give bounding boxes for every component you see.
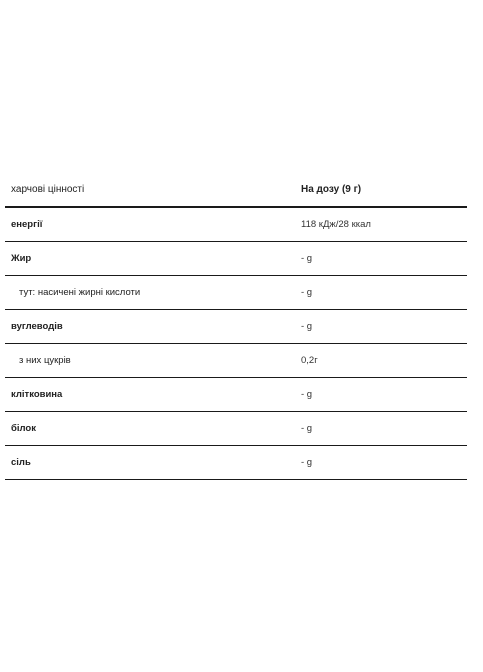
row-label-saturated-fat: тут: насичені жирні кислоти bbox=[19, 287, 141, 298]
table-row-fiber bbox=[5, 378, 467, 412]
row-label-salt: сіль bbox=[11, 457, 31, 468]
row-value-salt: - g bbox=[301, 457, 313, 468]
row-value-protein: - g bbox=[301, 423, 313, 434]
table-row-saturated-fat bbox=[5, 276, 467, 310]
header-per-dose: На дозу (9 г) bbox=[301, 183, 362, 195]
row-label-fat: Жир bbox=[11, 253, 32, 264]
table-row-salt bbox=[5, 446, 467, 480]
table-row-energy bbox=[5, 208, 467, 242]
row-value-fat: - g bbox=[301, 253, 313, 264]
row-value-carbohydrates: - g bbox=[301, 321, 313, 332]
row-label-protein: білок bbox=[11, 423, 36, 434]
header-nutrition-values: харчові цінності bbox=[11, 183, 85, 195]
row-value-energy: 118 кДж/28 ккал bbox=[301, 219, 371, 230]
row-label-fiber: клітковина bbox=[11, 389, 63, 400]
row-value-saturated-fat: - g bbox=[301, 287, 313, 298]
nutrition-table bbox=[5, 172, 467, 480]
table-row-carbohydrates bbox=[5, 310, 467, 344]
row-label-sugars: з них цукрів bbox=[19, 355, 71, 366]
row-label-energy: енергії bbox=[11, 219, 43, 230]
row-value-sugars: 0,2г bbox=[301, 355, 318, 366]
table-row-sugars bbox=[5, 344, 467, 378]
table-header bbox=[5, 172, 467, 208]
row-label-carbohydrates: вуглеводів bbox=[11, 321, 63, 332]
table-row-fat bbox=[5, 242, 467, 276]
row-value-fiber: - g bbox=[301, 389, 313, 400]
table-row-protein bbox=[5, 412, 467, 446]
